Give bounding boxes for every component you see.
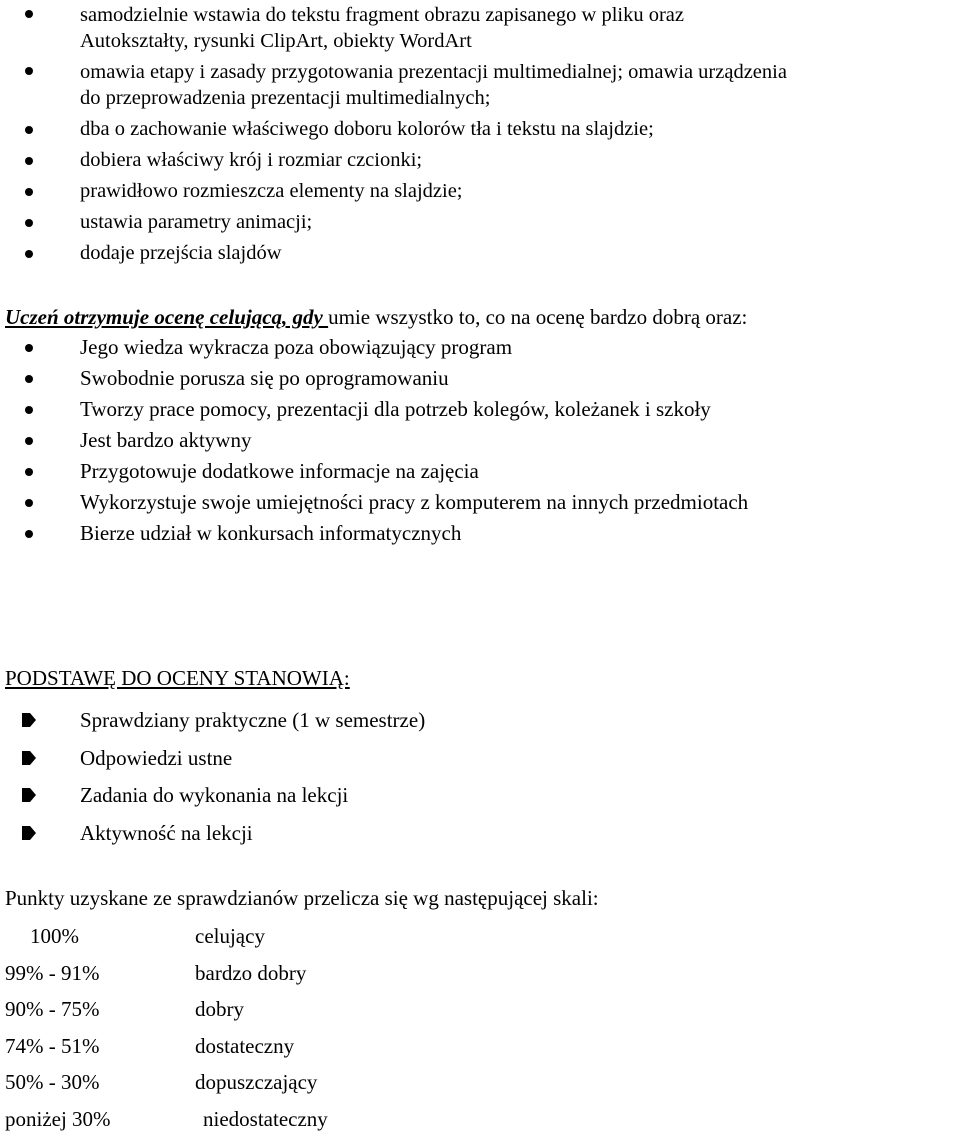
excellent-grade-intro xyxy=(5,302,747,332)
grade-label: celujący xyxy=(195,924,265,948)
list-item xyxy=(0,176,960,207)
list-item-text: ustawia parametry animacji; xyxy=(80,211,313,233)
bullet-icon xyxy=(25,157,33,165)
score-range: 50% - 30% xyxy=(5,1070,100,1095)
excellent-grade-bullet-list xyxy=(0,332,960,549)
grade-label: niedostateczny xyxy=(203,1106,328,1131)
grade-label: dostateczny xyxy=(195,1033,295,1058)
score-range: 100% xyxy=(30,924,79,948)
list-item-text: samodzielnie wstawia do tekstu fragment obrazu zapisanego w pliku oraz xyxy=(80,4,684,26)
list-item xyxy=(0,207,960,238)
list-item-text: Bierze udział w konkursach informatycznych xyxy=(80,521,462,545)
list-item-text: omawia etapy i zasady przygotowania prezentacji multimedialnej; omawia urządzenia xyxy=(80,61,787,83)
list-item xyxy=(0,114,960,145)
list-item xyxy=(0,456,960,487)
grade-label: bardzo dobry xyxy=(195,960,307,985)
bullet-icon xyxy=(25,219,33,227)
excellent-grade-intro-rest: umie wszystko to, co na ocenę bardzo dobrą oraz: xyxy=(328,305,748,329)
bullet-icon xyxy=(25,499,33,507)
list-item xyxy=(0,363,960,394)
list-item xyxy=(0,332,960,363)
list-item-text: Jest bardzo aktywny xyxy=(80,428,252,452)
list-item-text: dobiera właściwy krój i rozmiar czcionki; xyxy=(80,149,423,171)
table-row xyxy=(0,1028,960,1065)
list-item xyxy=(0,145,960,176)
list-item xyxy=(0,425,960,456)
list-item-text: Jego wiedza wykracza poza obowiązujący program xyxy=(80,335,513,359)
list-item xyxy=(0,740,960,778)
list-item xyxy=(0,777,960,815)
list-item xyxy=(0,0,960,57)
bullet-icon xyxy=(25,406,33,414)
list-item xyxy=(0,518,960,549)
list-item xyxy=(0,487,960,518)
bullet-icon xyxy=(25,126,33,134)
bullet-icon xyxy=(25,530,33,538)
bullet-icon xyxy=(25,375,33,383)
bullet-icon xyxy=(25,188,33,196)
skills-bullet-list xyxy=(0,0,960,269)
list-item xyxy=(0,238,960,269)
list-item-text: dodaje przejścia slajdów xyxy=(80,242,282,264)
bullet-icon xyxy=(25,10,33,18)
table-row xyxy=(0,991,960,1028)
grading-scale-intro: Punkty uzyskane ze sprawdzianów przelicza się wg następującej skali: xyxy=(5,886,599,910)
list-item xyxy=(0,815,960,853)
table-row xyxy=(0,955,960,992)
score-range: 99% - 91% xyxy=(5,960,100,985)
table-row xyxy=(0,1064,960,1101)
list-item-text: dba o zachowanie właściwego doboru kolorów tła i tekstu na slajdzie; xyxy=(80,118,654,140)
bullet-icon xyxy=(25,344,33,352)
grading-scale-table xyxy=(0,918,960,1138)
assessment-basis-list xyxy=(0,702,960,852)
list-item-text: do przeprowadzenia prezentacji multimedialnych; xyxy=(80,87,491,109)
score-range: poniżej 30% xyxy=(5,1106,111,1131)
list-item-text: Tworzy prace pomocy, prezentacji dla potrzeb kolegów, koleżanek i szkoły xyxy=(80,397,711,421)
bullet-icon xyxy=(25,468,33,476)
list-item-text: Aktywność na lekcji xyxy=(80,820,253,845)
list-item-text: Zadania do wykonania na lekcji xyxy=(80,783,349,807)
list-item-text: Przygotowuje dodatkowe informacje na zajęcia xyxy=(80,459,479,483)
list-item-text: Sprawdziany praktyczne (1 w semestrze) xyxy=(80,708,426,732)
table-row xyxy=(0,1101,960,1138)
list-item-text: Wykorzystuje swoje umiejętności pracy z komputerem na innych przedmiotach xyxy=(80,490,749,514)
list-item xyxy=(0,394,960,425)
list-item-text: prawidłowo rozmieszcza elementy na slajdzie; xyxy=(80,180,463,202)
bullet-icon xyxy=(25,67,33,75)
grade-label: dobry xyxy=(195,997,244,1022)
list-item-text: Autokształty, rysunki ClipArt, obiekty WordArt xyxy=(80,30,472,52)
table-row xyxy=(0,918,960,955)
list-item-text: Odpowiedzi ustne xyxy=(80,745,233,770)
score-range: 74% - 51% xyxy=(5,1033,100,1058)
list-item-text: Swobodnie porusza się po oprogramowaniu xyxy=(80,366,449,390)
bullet-icon xyxy=(25,250,33,258)
list-item xyxy=(0,57,960,114)
score-range: 90% - 75% xyxy=(5,997,100,1022)
list-item xyxy=(0,702,960,740)
assessment-basis-heading: PODSTAWĘ DO OCENY STANOWIĄ: xyxy=(5,666,350,690)
grade-label: dopuszczający xyxy=(195,1070,318,1095)
bullet-icon xyxy=(25,437,33,445)
excellent-grade-condition: Uczeń otrzymuje ocenę celującą, gdy xyxy=(5,305,329,329)
